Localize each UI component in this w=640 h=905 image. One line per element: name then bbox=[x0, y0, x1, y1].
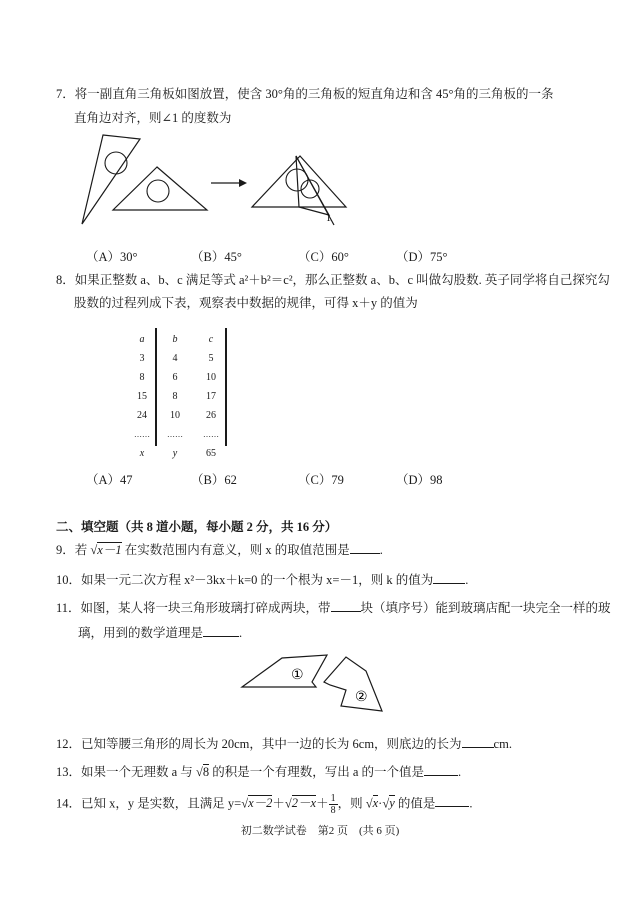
q8-cell: 17 bbox=[206, 391, 216, 402]
q11-end: . bbox=[239, 626, 243, 640]
q8-cell: 6 bbox=[172, 372, 178, 383]
q11-glass-piece-1 bbox=[242, 655, 327, 687]
q8-cell: a bbox=[139, 334, 145, 345]
q14-mid: ，则 bbox=[337, 796, 366, 811]
q14-end: . bbox=[469, 796, 473, 811]
q8-option-d[interactable]: （D）98 bbox=[396, 473, 443, 487]
q14-answer-blank[interactable] bbox=[435, 795, 469, 807]
q8-cell: b bbox=[172, 334, 178, 345]
sqrt-icon: √ bbox=[284, 796, 292, 811]
q8-cell: 65 bbox=[206, 448, 216, 459]
q8-cell: 3 bbox=[139, 353, 145, 364]
q13-text-post: 的积是一个有理数，写出 a 的一个值是 bbox=[209, 765, 424, 779]
q14-radicand-1: x－2 bbox=[248, 796, 273, 811]
q9-end: . bbox=[379, 543, 383, 557]
page-footer: 初二数学试卷 第2 页 (共 6 页) bbox=[240, 825, 400, 837]
sqrt-icon: √ bbox=[195, 765, 203, 779]
q8-option-a[interactable]: （A）47 bbox=[86, 473, 133, 487]
q14-text-post: 的值是 bbox=[394, 796, 436, 811]
q10-end: . bbox=[465, 573, 469, 587]
q11-text-pre: 11．如图，某人将一块三角形玻璃打碎成两块，带 bbox=[56, 601, 331, 615]
q7-option-c[interactable]: （C）60° bbox=[298, 250, 349, 264]
q7-option-d[interactable]: （D）75° bbox=[396, 250, 448, 264]
q7-option-b[interactable]: （B）45° bbox=[191, 250, 242, 264]
q11-piece-2-label: ② bbox=[355, 689, 368, 705]
q8-table-divider bbox=[155, 328, 157, 446]
q8-cell: 10 bbox=[206, 372, 216, 383]
q8-cell: 5 bbox=[208, 353, 214, 364]
q13-text-pre: 13．如果一个无理数 a 与 bbox=[56, 765, 196, 779]
q8-col-a bbox=[130, 330, 154, 463]
q14-dot: · bbox=[378, 796, 383, 811]
q8-option-b[interactable]: （B）62 bbox=[191, 473, 237, 487]
q8-line1: 8．如果正整数 a、b、c 满足等式 a²＋b²＝c²，那么正整数 a、b、c 叫做勾股数. 英子同学将自己探究勾 bbox=[56, 273, 610, 287]
q13-radicand: 8 bbox=[202, 765, 210, 779]
q13-end: . bbox=[458, 765, 462, 779]
q11-line1 bbox=[56, 598, 611, 616]
q8-cell: 10 bbox=[170, 410, 180, 421]
q12-text: 12．已知等腰三角形的周长为 20cm，其中一边的长为 6cm，则底边的长为 bbox=[56, 737, 462, 751]
q11-piece-1-label: ① bbox=[291, 667, 304, 683]
q11-answer-blank-2[interactable] bbox=[203, 625, 239, 637]
q8-cell: …… bbox=[134, 430, 150, 439]
q7-line2: 直角边对齐，则∠1 的度数为 bbox=[74, 111, 232, 125]
q14-frac-num: 1 bbox=[330, 793, 336, 804]
q14-frac-den: 8 bbox=[330, 805, 336, 816]
q12-unit: cm. bbox=[493, 737, 512, 751]
q14-radicand-4: y bbox=[389, 796, 395, 811]
q8-line2: 股数的过程列成下表，观察表中数据的规律，可得 x＋y 的值为 bbox=[74, 296, 418, 310]
q8-cell: 26 bbox=[206, 410, 216, 421]
q12 bbox=[56, 734, 512, 752]
q10 bbox=[56, 570, 468, 588]
q8-cell: 15 bbox=[137, 391, 147, 402]
q8-cell: 4 bbox=[172, 353, 178, 364]
q11-answer-blank-1[interactable] bbox=[331, 600, 361, 612]
q7-angle-label: 1 bbox=[326, 213, 331, 224]
q11-line2 bbox=[78, 623, 242, 641]
q8-cell: y bbox=[172, 448, 178, 459]
q8-cell: x bbox=[139, 448, 145, 459]
sqrt-icon: √ bbox=[365, 796, 373, 811]
q9-text-pre: 9．若 bbox=[56, 543, 91, 557]
q13-answer-blank[interactable] bbox=[424, 764, 458, 776]
q8-table-divider bbox=[225, 328, 227, 446]
sqrt-icon: √ bbox=[241, 796, 249, 811]
q13 bbox=[56, 762, 461, 780]
q7-option-a[interactable]: （A）30° bbox=[86, 250, 138, 264]
q14-plus: ＋ bbox=[316, 796, 329, 811]
q9-text-post: 在实数范围内有意义，则 x 的取值范围是 bbox=[121, 543, 350, 557]
q9-answer-blank[interactable] bbox=[350, 542, 380, 554]
q7-line1: 7．将一副直角三角板如图放置，使含 30°角的三角板的短直角边和含 45°角的三角板的一条 bbox=[56, 87, 554, 101]
q12-answer-blank[interactable] bbox=[462, 736, 494, 748]
q10-text: 10．如果一元二次方程 x²－3kx＋k=0 的一个根为 x=－1，则 k 的值为 bbox=[56, 573, 434, 587]
q14-fraction bbox=[329, 793, 338, 816]
q8-col-b bbox=[163, 330, 187, 463]
q11-glass-piece-2 bbox=[324, 657, 382, 711]
q7-arrow-head bbox=[239, 179, 247, 187]
q8-cell: 8 bbox=[139, 372, 145, 383]
q7-triangle-hole bbox=[147, 180, 169, 202]
q9-radicand: x－1 bbox=[97, 543, 122, 557]
q8-cell: c bbox=[208, 334, 214, 345]
q14-radicand-3: x bbox=[372, 796, 379, 811]
q7-triangle-30-left bbox=[82, 135, 140, 224]
q10-answer-blank[interactable] bbox=[433, 572, 465, 584]
q8-cell: …… bbox=[203, 430, 219, 439]
q7-figure bbox=[0, 125, 640, 235]
q8-option-c[interactable]: （C）79 bbox=[298, 473, 344, 487]
q14 bbox=[56, 793, 473, 816]
section-heading: 二、填空题（共 8 道小题，每小题 2 分，共 16 分） bbox=[56, 520, 338, 534]
q14-text-pre: 14．已知 x，y 是实数，且满足 y= bbox=[56, 796, 242, 811]
q11-text-post: 块（填序号）能到玻璃店配一块完全一样的玻 bbox=[360, 601, 611, 615]
q14-radicand-2: 2－x bbox=[291, 796, 317, 811]
q11-figure bbox=[0, 640, 640, 720]
q8-cell: 24 bbox=[137, 410, 147, 421]
q7-triangle-45-left bbox=[113, 167, 207, 210]
q11-line2-text: 璃，用到的数学道理是 bbox=[78, 626, 204, 640]
q9 bbox=[56, 540, 383, 558]
q8-cell: 8 bbox=[172, 391, 178, 402]
sqrt-icon: √ bbox=[90, 543, 98, 557]
sqrt-icon: √ bbox=[382, 796, 390, 811]
q8-cell: …… bbox=[167, 430, 183, 439]
q14-plus: ＋ bbox=[272, 796, 285, 811]
q8-col-c bbox=[197, 330, 225, 463]
